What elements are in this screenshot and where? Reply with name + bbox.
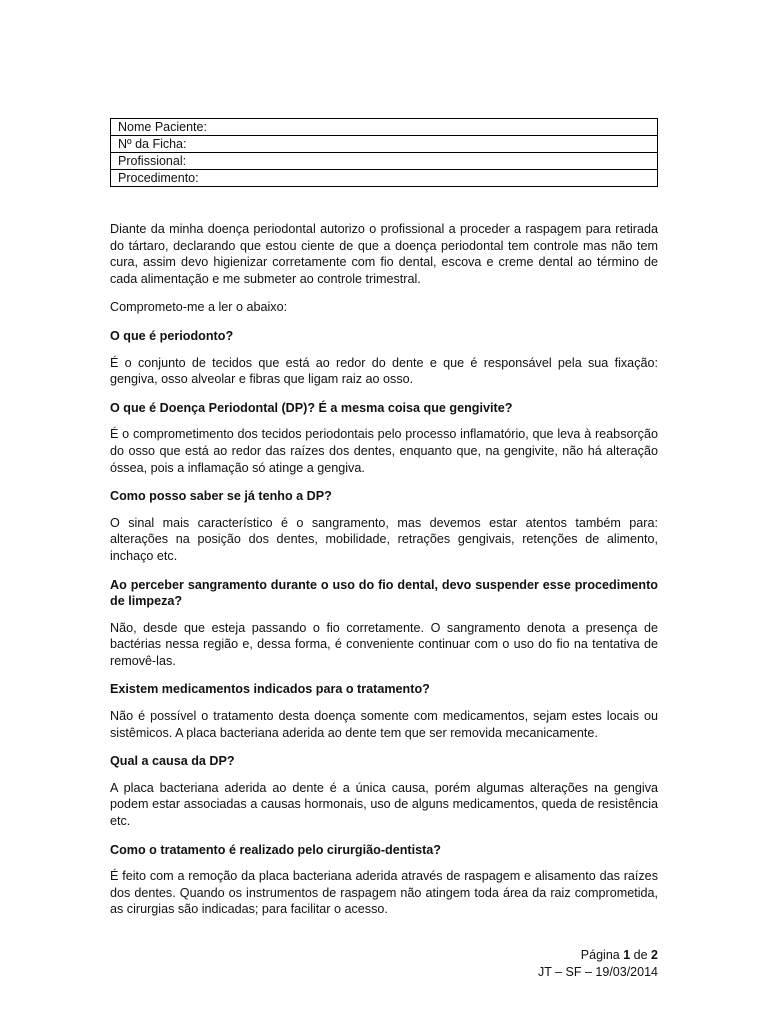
question-heading: Existem medicamentos indicados para o tratamento? <box>110 682 430 697</box>
page-total: 2 <box>651 948 658 962</box>
table-row <box>111 136 658 153</box>
page-label: Página <box>580 948 620 962</box>
intro-paragraph: Diante da minha doença periodontal autorizo o profissional a proceder a raspagem para retirada do tártaro, declarando que estou ciente de que a doença periodontal tem controle mas não tem cura, assim devo higienizar corretamente com fio dental, escova e creme dental ao término de cada alimentação e me submeter ao controle trimestral. <box>110 222 658 286</box>
page-current: 1 <box>623 948 631 962</box>
page-separator: de <box>633 948 648 962</box>
procedure-field: Procedimento: <box>111 170 658 187</box>
page-footer <box>538 947 658 980</box>
table-row <box>111 153 658 170</box>
document-page <box>110 118 658 930</box>
answer-paragraph: É o conjunto de tecidos que está ao redor do dente e que é responsável pela sua fixação: gengiva, osso alveolar e fibras que ligam raiz ao osso. <box>110 355 658 387</box>
patient-info-table <box>110 118 658 187</box>
page-number <box>538 947 658 964</box>
answer-paragraph: É feito com a remoção da placa bacteriana aderida através de raspagem e alisamento das raízes dos dentes. Quando os instrumentos de raspagem não atingem toda área da raiz comprometida, as cirurgias são indicadas; para facilitar o acesso. <box>110 869 658 917</box>
answer-paragraph: A placa bacteriana aderida ao dente é a única causa, porém algumas alterações na gengiva podem estar associadas a causas hormonais, uso de alguns medicamentos, queda de resistência etc. <box>110 780 658 829</box>
document-code: JT – SF – 19/03/2014 <box>538 964 658 979</box>
patient-name-field: Nome Paciente: <box>111 119 658 136</box>
question-heading: Como o tratamento é realizado pelo cirurgião-dentista? <box>110 842 441 857</box>
answer-paragraph: Não, desde que esteja passando o fio corretamente. O sangramento denota a presença de bactérias nessa região e, dessa forma, é conveniente continuar com o uso do fio na tentativa de removê-las. <box>110 620 658 668</box>
commitment-line: Comprometo-me a ler o abaixo: <box>110 300 288 315</box>
record-number-field: Nº da Ficha: <box>111 136 658 153</box>
professional-field: Profissional: <box>111 153 658 170</box>
question-heading: O que é Doença Periodontal (DP)? É a mesma coisa que gengivite? <box>110 400 513 415</box>
question-heading: Como posso saber se já tenho a DP? <box>110 489 332 504</box>
question-heading: Ao perceber sangramento durante o uso do fio dental, devo suspender esse procedimento de limpeza? <box>110 577 658 609</box>
answer-paragraph: O sinal mais característico é o sangramento, mas devemos estar atentos também para: alterações na posição dos dentes, mobilidade, retrações gengivais, retenções de alimento, inchaço etc. <box>110 515 658 563</box>
answer-paragraph: É o comprometimento dos tecidos periodontais pelo processo inflamatório, que leva à reabsorção do osso que está ao redor das raízes dos dentes, enquanto que, na gengivite, não há alteração óssea, pois a inflamação só atinge a gengiva. <box>110 427 658 475</box>
table-row <box>111 119 658 136</box>
answer-paragraph: Não é possível o tratamento desta doença somente com medicamentos, sejam estes locais ou sistêmicos. A placa bacteriana aderida ao dente tem que ser removida mecanicamente. <box>110 709 658 740</box>
document-body <box>110 221 658 918</box>
question-heading: Qual a causa da DP? <box>110 754 235 769</box>
question-heading: O que é periodonto? <box>110 328 234 343</box>
table-row <box>111 170 658 187</box>
